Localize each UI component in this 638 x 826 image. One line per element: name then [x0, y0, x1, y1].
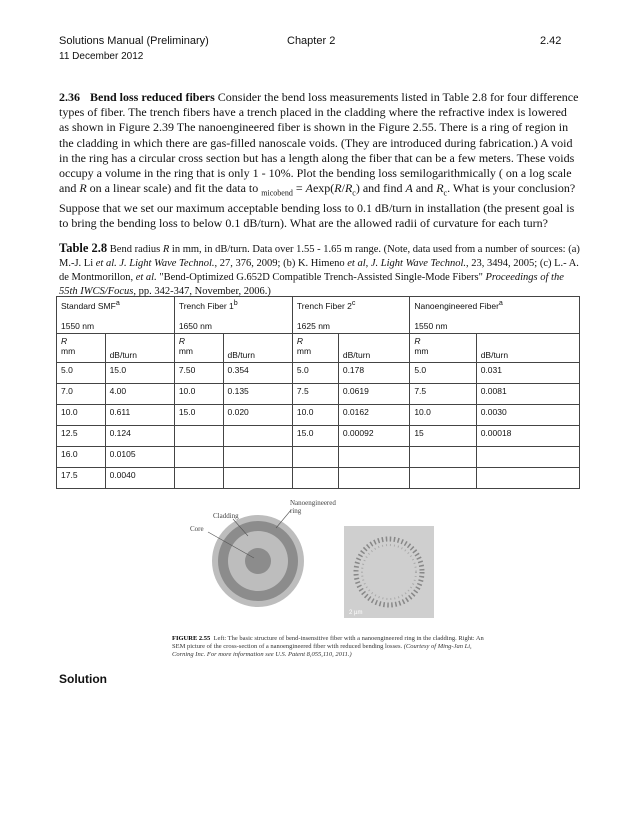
problem-title: Bend loss reduced fibers [90, 90, 215, 104]
sub-header-row: R mm dB/turn R mm dB/turn R mm dB/turn R mm dB/turn [57, 333, 580, 362]
fiber-header-nano: Nanoengineered Fiber$^a$ 1550 nm [410, 297, 580, 334]
solution-heading: Solution [59, 672, 107, 686]
sem-image [344, 526, 434, 618]
sem-scale-label: 2 µm [349, 610, 363, 616]
bend-loss-table [56, 296, 580, 489]
figure-caption: FIGURE 2.55 Left: The basic structure of bend-insensitive fiber with a nanoengineered ring in the cladding. Right: An SEM picture of the cross-section of a nanoengineered fiber with reduced bending losses. (Courtesy of Ming-Jan Li, Corning Inc. For more information see U.S. Patent 8,055,110, 2011.) [172, 635, 484, 658]
fiber-header-trench-2: Trench Fiber 2$^c$ 1625 nm [292, 297, 409, 334]
table-row: 10.0 0.611 15.0 0.020 10.0 0.0162 10.0 0.0030 [57, 404, 580, 425]
label-ring: ring [290, 507, 302, 515]
table-row: 16.0 0.0105 [57, 446, 580, 467]
table-row: 17.5 0.0040 [57, 467, 580, 488]
header-page-number: 2.42 [540, 35, 562, 47]
table-row: 12.5 0.124 15.0 0.00092 15 0.00018 [57, 425, 580, 446]
label-nanoengineered: Nanoengineered [290, 499, 336, 507]
header-left: Solutions Manual (Preliminary) [59, 35, 209, 47]
table-caption: Table 2.8 Bend radius R in mm, in dB/turn. Data over 1.55 - 1.65 m range. (Note, data used from a number of sources: (a) M.-J. Li et al. J. Light Wave Technol., 27, 376, 2009; (b) K. Himeno et al, J. Light Wave Technol., 23, 3494, 2005; (c) L.- A. de Montmorillon, et al. "Bend-Optimized G.652D Compatible Trench-Assisted Single-Mode Fibers" Proceedings of the 55th IWCS/Focus, pp. 342-347, November, 2006.) [59, 241, 580, 297]
label-core: Core [190, 525, 204, 533]
header-chapter: Chapter 2 [287, 35, 336, 47]
label-cladding: Cladding [213, 512, 239, 520]
table-row: 5.0 15.0 7.50 0.354 5.0 0.178 5.0 0.031 [57, 362, 580, 383]
problem-statement: 2.36 Bend loss reduced fibers Consider the bend loss measurements listed in Table 2.8 for four difference types of fiber. The trench fibers have a trench placed in the cladding where the refractive index is lowered as shown in Figure 2.39 The nanoengineered fiber is shown in the Figure 2.55. There is a ring of region in the cladding in which there are gas-filled nanoscale voids. (They are introduced during fabrication.) A void in the ring has a circular cross section but has a length along the fiber that can be a few meters. These voids occupy a volume in the ring that is only 1 - 10%. Plot the bending loss semilogarithmically ( on a log scale and R on a linear scale) and fit the data to $_{micobend} = Aexp(R/R_c)$ and find A and $R_c$. What is your conclusion? Suppose that we set our maximum acceptable bending loss to 0.1 dB/turn in installation (the present goal is to bring the bending loss to below 0.1 dB/turn). What are the allowed radii of curvature for each turn? [59, 90, 579, 231]
fiber-header-smf: Standard SMF$^a$ 1550 nm [57, 297, 175, 334]
fiber-header-trench-1: Trench Fiber 1$^b$ 1650 nm [174, 297, 292, 334]
table-label: Table 2.8 [59, 241, 108, 255]
fiber-core [245, 548, 271, 574]
header-date: 11 December 2012 [59, 51, 144, 62]
figure-label: FIGURE 2.55 [172, 635, 211, 642]
problem-number: 2.36 [59, 90, 80, 104]
fiber-structure-diagram [190, 499, 336, 607]
table-row: 7.0 4.00 10.0 0.135 7.5 0.0619 7.5 0.0081 [57, 383, 580, 404]
